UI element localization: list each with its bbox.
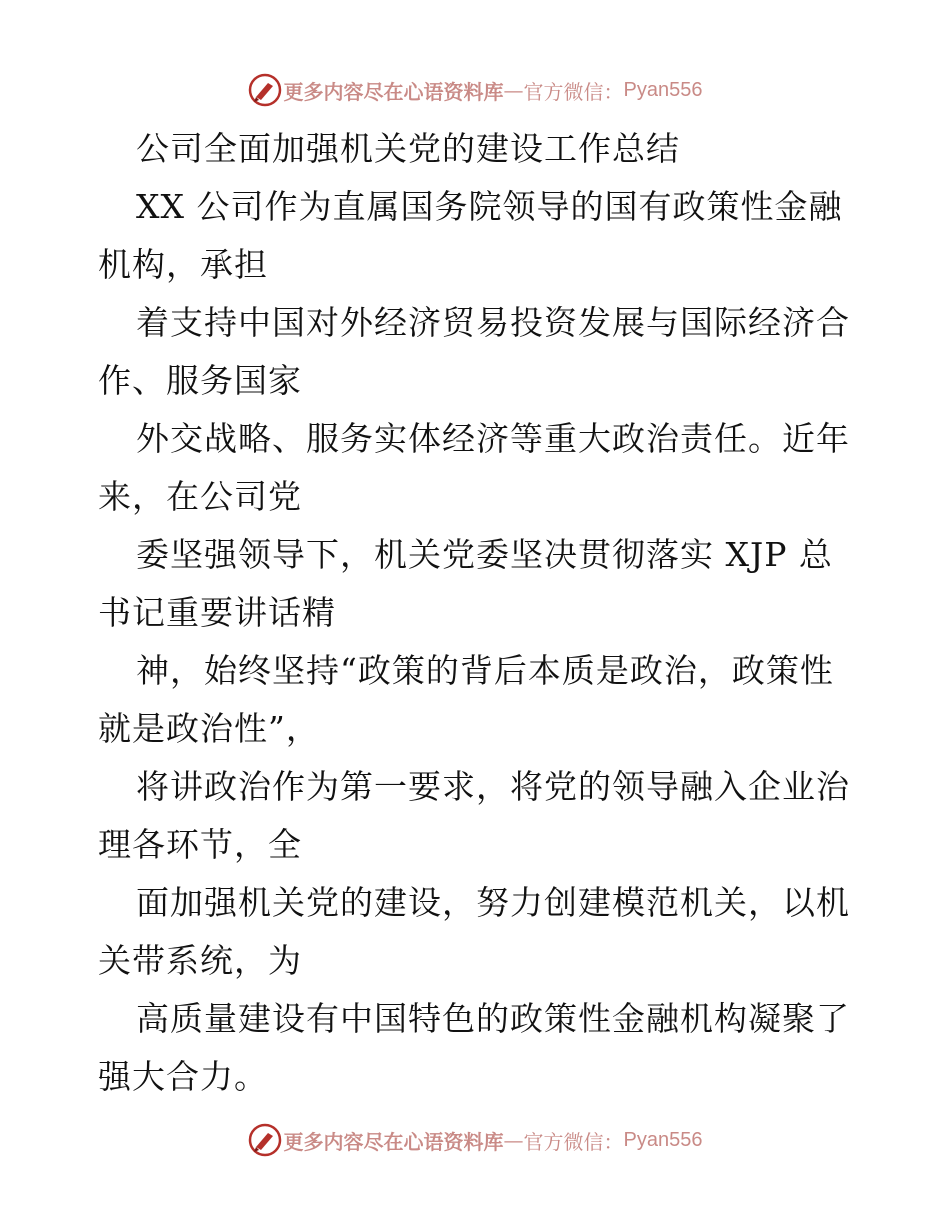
paragraph-line: 就是政治性”， (98, 709, 320, 748)
banner-brand-text: 更多内容尽在心语资料库 (283, 1129, 504, 1154)
pen-logo-icon (248, 1123, 282, 1157)
paragraph-line: 书记重要讲话精 (98, 593, 336, 632)
paragraph-line: 来，在公司党 (98, 477, 302, 516)
paragraph-line: 外交战略、服务实体经济等重大政治责任。近年 (136, 419, 850, 458)
banner-wechat-handle: Pyan556 (623, 78, 703, 101)
paragraph-line: 作、服务国家 (98, 361, 302, 400)
banner-brand-text: 更多内容尽在心语资料库 (283, 79, 504, 104)
banner-dash: — (503, 1128, 524, 1152)
document-body (98, 120, 858, 1106)
paragraph-line: 理各环节，全 (98, 825, 302, 864)
banner-dash: — (503, 78, 524, 102)
paragraph-line: 关带系统，为 (98, 941, 302, 980)
banner-wechat-handle: Pyan556 (623, 1128, 703, 1151)
paragraph-line: 委坚强领导下，机关党委坚决贯彻落实 XJP 总 (136, 535, 833, 574)
paragraph-line: 着支持中国对外经济贸易投资发展与国际经济合 (136, 303, 850, 342)
paragraph-line: 高质量建设有中国特色的政策性金融机构凝聚了 (136, 999, 850, 1038)
header-watermark-banner (0, 70, 950, 110)
paragraph-line: 神，始终坚持“政策的背后本质是政治，政策性 (136, 651, 834, 690)
footer-watermark-banner (0, 1120, 950, 1160)
paragraph-line: 面加强机关党的建设，努力创建模范机关，以机 (136, 883, 850, 922)
paragraph-line: 将讲政治作为第一要求，将党的领导融入企业治 (136, 767, 850, 806)
pen-logo-icon (248, 73, 282, 107)
document-title: 公司全面加强机关党的建设工作总结 (136, 129, 680, 168)
banner-official-label: 官方微信： (523, 1129, 624, 1154)
paragraph-line: 机构，承担 (98, 245, 268, 284)
paragraph-line: XX 公司作为直属国务院领导的国有政策性金融 (136, 187, 843, 226)
banner-official-label: 官方微信： (523, 79, 624, 104)
paragraph-line: 强大合力。 (98, 1057, 268, 1096)
